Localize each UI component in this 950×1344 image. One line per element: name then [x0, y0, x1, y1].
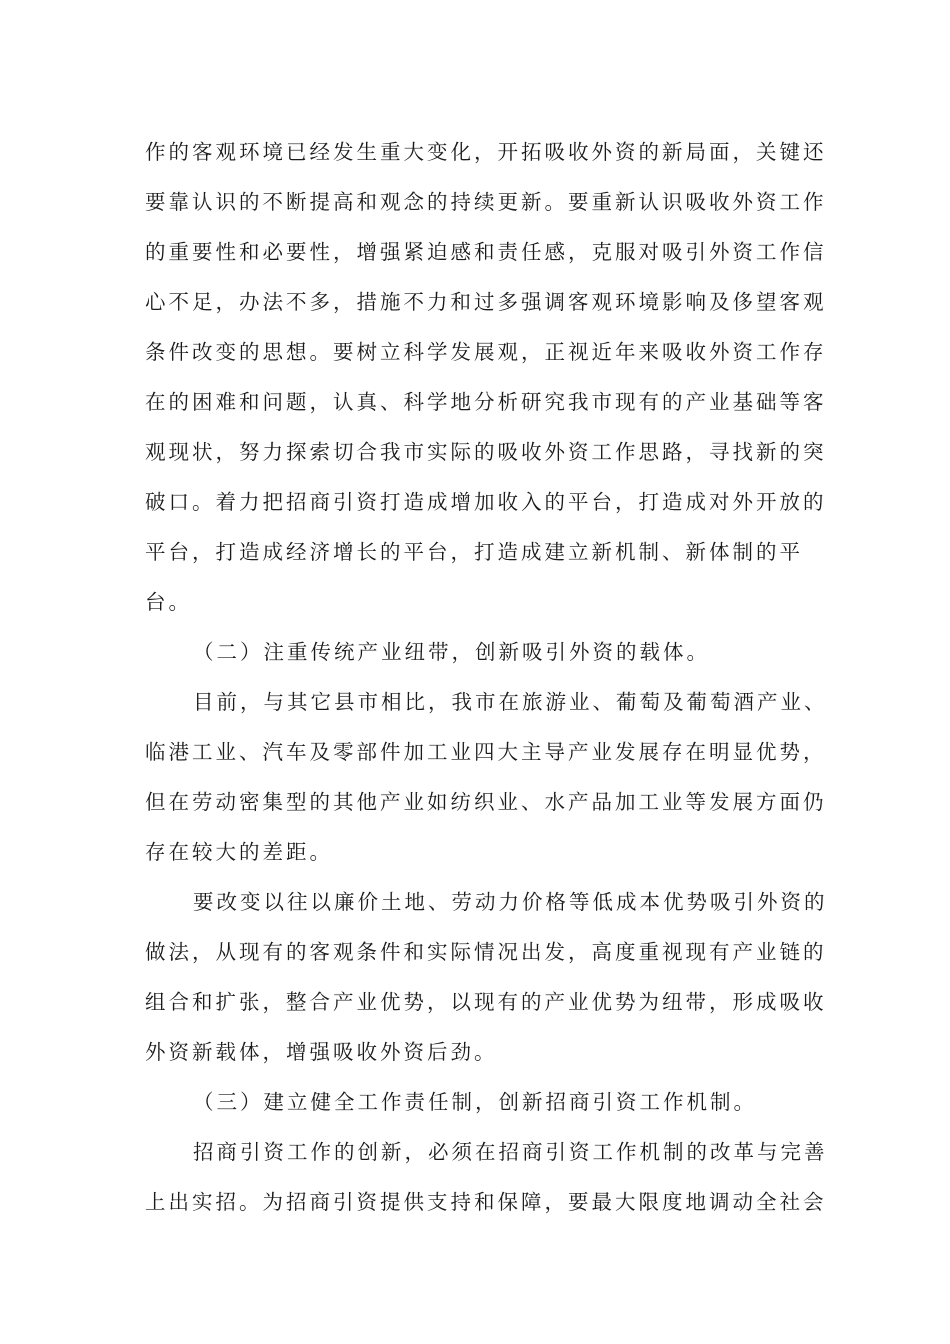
text-line: 的重要性和必要性，增强紧迫感和责任感，克服对吸引外资工作信: [145, 240, 827, 264]
text-line: 外资新载体，增强吸收外资后劲。: [145, 1040, 498, 1064]
text-line: 临港工业、汽车及零部件加工业四大主导产业发展存在明显优势，: [145, 740, 827, 764]
text-line: 平台，打造成经济增长的平台，打造成建立新机制、新体制的平: [145, 540, 803, 564]
section-heading: （二）注重传统产业纽带，创新吸引外资的载体。: [193, 640, 710, 664]
text-line: 目前，与其它县市相比，我市在旅游业、葡萄及葡萄酒产业、: [193, 690, 828, 714]
text-line: 条件改变的思想。要树立科学发展观，正视近年来吸收外资工作存: [145, 340, 827, 364]
text-line: 存在较大的差距。: [145, 840, 333, 864]
text-line: 观现状，努力探索切合我市实际的吸收外资工作思路，寻找新的突: [145, 440, 827, 464]
text-line: 做法，从现有的客观条件和实际情况出发，高度重视现有产业链的: [145, 940, 827, 964]
text-line: 在的困难和问题，认真、科学地分析研究我市现有的产业基础等客: [145, 390, 827, 414]
text-line: 招商引资工作的创新，必须在招商引资工作机制的改革与完善: [193, 1140, 828, 1164]
text-line: 但在劳动密集型的其他产业如纺织业、水产品加工业等发展方面仍: [145, 790, 827, 814]
text-line: 要靠认识的不断提高和观念的持续更新。要重新认识吸收外资工作: [145, 190, 827, 214]
text-line: 作的客观环境已经发生重大变化，开拓吸收外资的新局面，关键还: [145, 140, 827, 164]
text-line: 台。: [145, 590, 192, 614]
section-heading: （三）建立健全工作责任制，创新招商引资工作机制。: [193, 1090, 757, 1114]
text-line: 要改变以往以廉价土地、劳动力价格等低成本优势吸引外资的: [193, 890, 828, 914]
text-line: 破口。着力把招商引资打造成增加收入的平台，打造成对外开放的: [145, 490, 827, 514]
text-line: 心不足，办法不多，措施不力和过多强调客观环境影响及侈望客观: [145, 290, 827, 314]
text-line: 组合和扩张，整合产业优势，以现有的产业优势为纽带，形成吸收: [145, 990, 827, 1014]
text-line: 上出实招。为招商引资提供支持和保障，要最大限度地调动全社会: [145, 1190, 827, 1214]
body-text: [145, 127, 828, 1227]
